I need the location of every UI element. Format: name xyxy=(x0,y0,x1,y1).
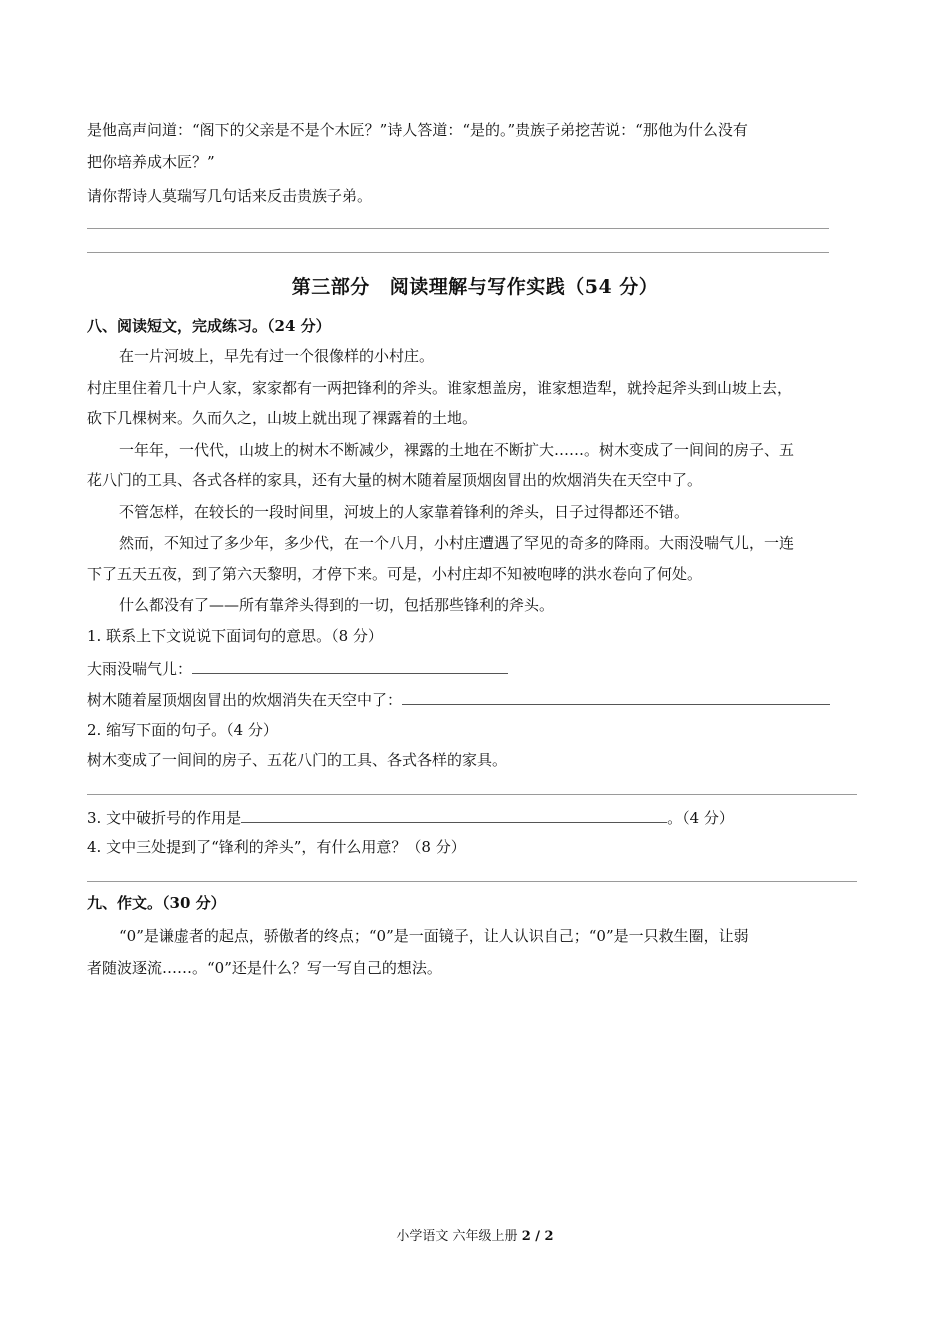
question-3-suffix: 。（4 分） xyxy=(667,809,734,827)
passage-paragraph: 砍下几棵树来。久而久之，山坡上就出现了裸露着的土地。 xyxy=(87,409,478,427)
passage-paragraph: 花八门的工具、各式各样的家具，还有大量的树木随着屋顶烟囱冒出的炊烟消失在天空中了。 xyxy=(87,471,703,489)
intro-prompt: 请你帮诗人莫瑞写几句话来反击贵族子弟。 xyxy=(87,187,373,205)
passage-paragraph: 然而，不知过了多少年，多少代，在一个八月，小村庄遭遇了罕见的奇多的降雨。大雨没喘气儿，一连 xyxy=(119,534,795,552)
passage-paragraph: 一年年，一代代，山坡上的树木不断减少，裸露的土地在不断扩大……。树木变成了一间间的房子、五 xyxy=(119,441,795,459)
footer-text: 小学语文 六年级上册 xyxy=(396,1229,522,1244)
passage-paragraph: 不管怎样，在较长的一段时间里，河坡上的人家靠着锋利的斧头，日子过得都还不错。 xyxy=(119,503,690,521)
question-1a xyxy=(87,657,863,679)
question-3 xyxy=(87,806,863,828)
section-heading: 八、阅读短文，完成练习。（24 分） xyxy=(87,317,331,335)
answer-blank[interactable] xyxy=(402,688,830,705)
section-heading: 九、作文。（30 分） xyxy=(87,894,226,912)
answer-blank[interactable] xyxy=(192,657,508,674)
question-1: 1. 联系上下文说说下面词句的意思。（8 分） xyxy=(87,627,383,645)
question-3-prefix: 3. 文中破折号的作用是 xyxy=(87,809,242,827)
part-title-number: 第三部分 xyxy=(291,276,370,298)
question-2: 2. 缩写下面的句子。（4 分） xyxy=(87,721,278,739)
passage-paragraph: 在一片河坡上，早先有过一个很像样的小村庄。 xyxy=(119,347,435,365)
answer-line xyxy=(87,794,857,795)
answer-line xyxy=(87,881,857,882)
answer-line xyxy=(87,228,829,229)
answer-line xyxy=(87,252,829,253)
passage-paragraph: 什么都没有了——所有靠斧头得到的一切，包括那些锋利的斧头。 xyxy=(119,596,555,614)
passage-paragraph: 下了五天五夜，到了第六天黎明，才停下来。可是，小村庄却不知被咆哮的洪水卷向了何处。 xyxy=(87,565,703,583)
answer-blank[interactable] xyxy=(241,806,667,823)
page-number: 2 / 2 xyxy=(521,1229,554,1244)
question-1b xyxy=(87,688,863,710)
essay-prompt-line-2: 者随波逐流……。“0”还是什么？写一写自己的想法。 xyxy=(87,959,442,977)
question-1b-label: 树木随着屋顶烟囱冒出的炊烟消失在天空中了： xyxy=(87,691,403,709)
passage-paragraph: 村庄里住着几十户人家，家家都有一两把锋利的斧头。谁家想盖房，谁家想造犁，就拎起斧头到山坡上去， xyxy=(87,379,793,397)
part-title-text: 阅读理解与写作实践（54 分） xyxy=(389,276,659,298)
question-4: 4. 文中三处提到了“锋利的斧头”，有什么用意？（8 分） xyxy=(87,838,466,856)
intro-line-1: 是他高声问道：“阁下的父亲是不是个木匠？”诗人答道：“是的。”贵族子弟挖苦说：“那他为什么没有 xyxy=(87,121,748,139)
page-footer xyxy=(0,1228,950,1246)
question-2-sentence: 树木变成了一间间的房子、五花八门的工具、各式各样的家具。 xyxy=(87,751,508,769)
question-1a-label: 大雨没喘气儿： xyxy=(87,660,193,678)
intro-line-2: 把你培养成木匠？” xyxy=(87,153,215,171)
essay-prompt-line-1: “0”是谦虚者的起点，骄傲者的终点；“0”是一面镜子，让人认识自己；“0”是一只救生圈，让弱 xyxy=(119,927,749,945)
part-title xyxy=(0,272,950,299)
